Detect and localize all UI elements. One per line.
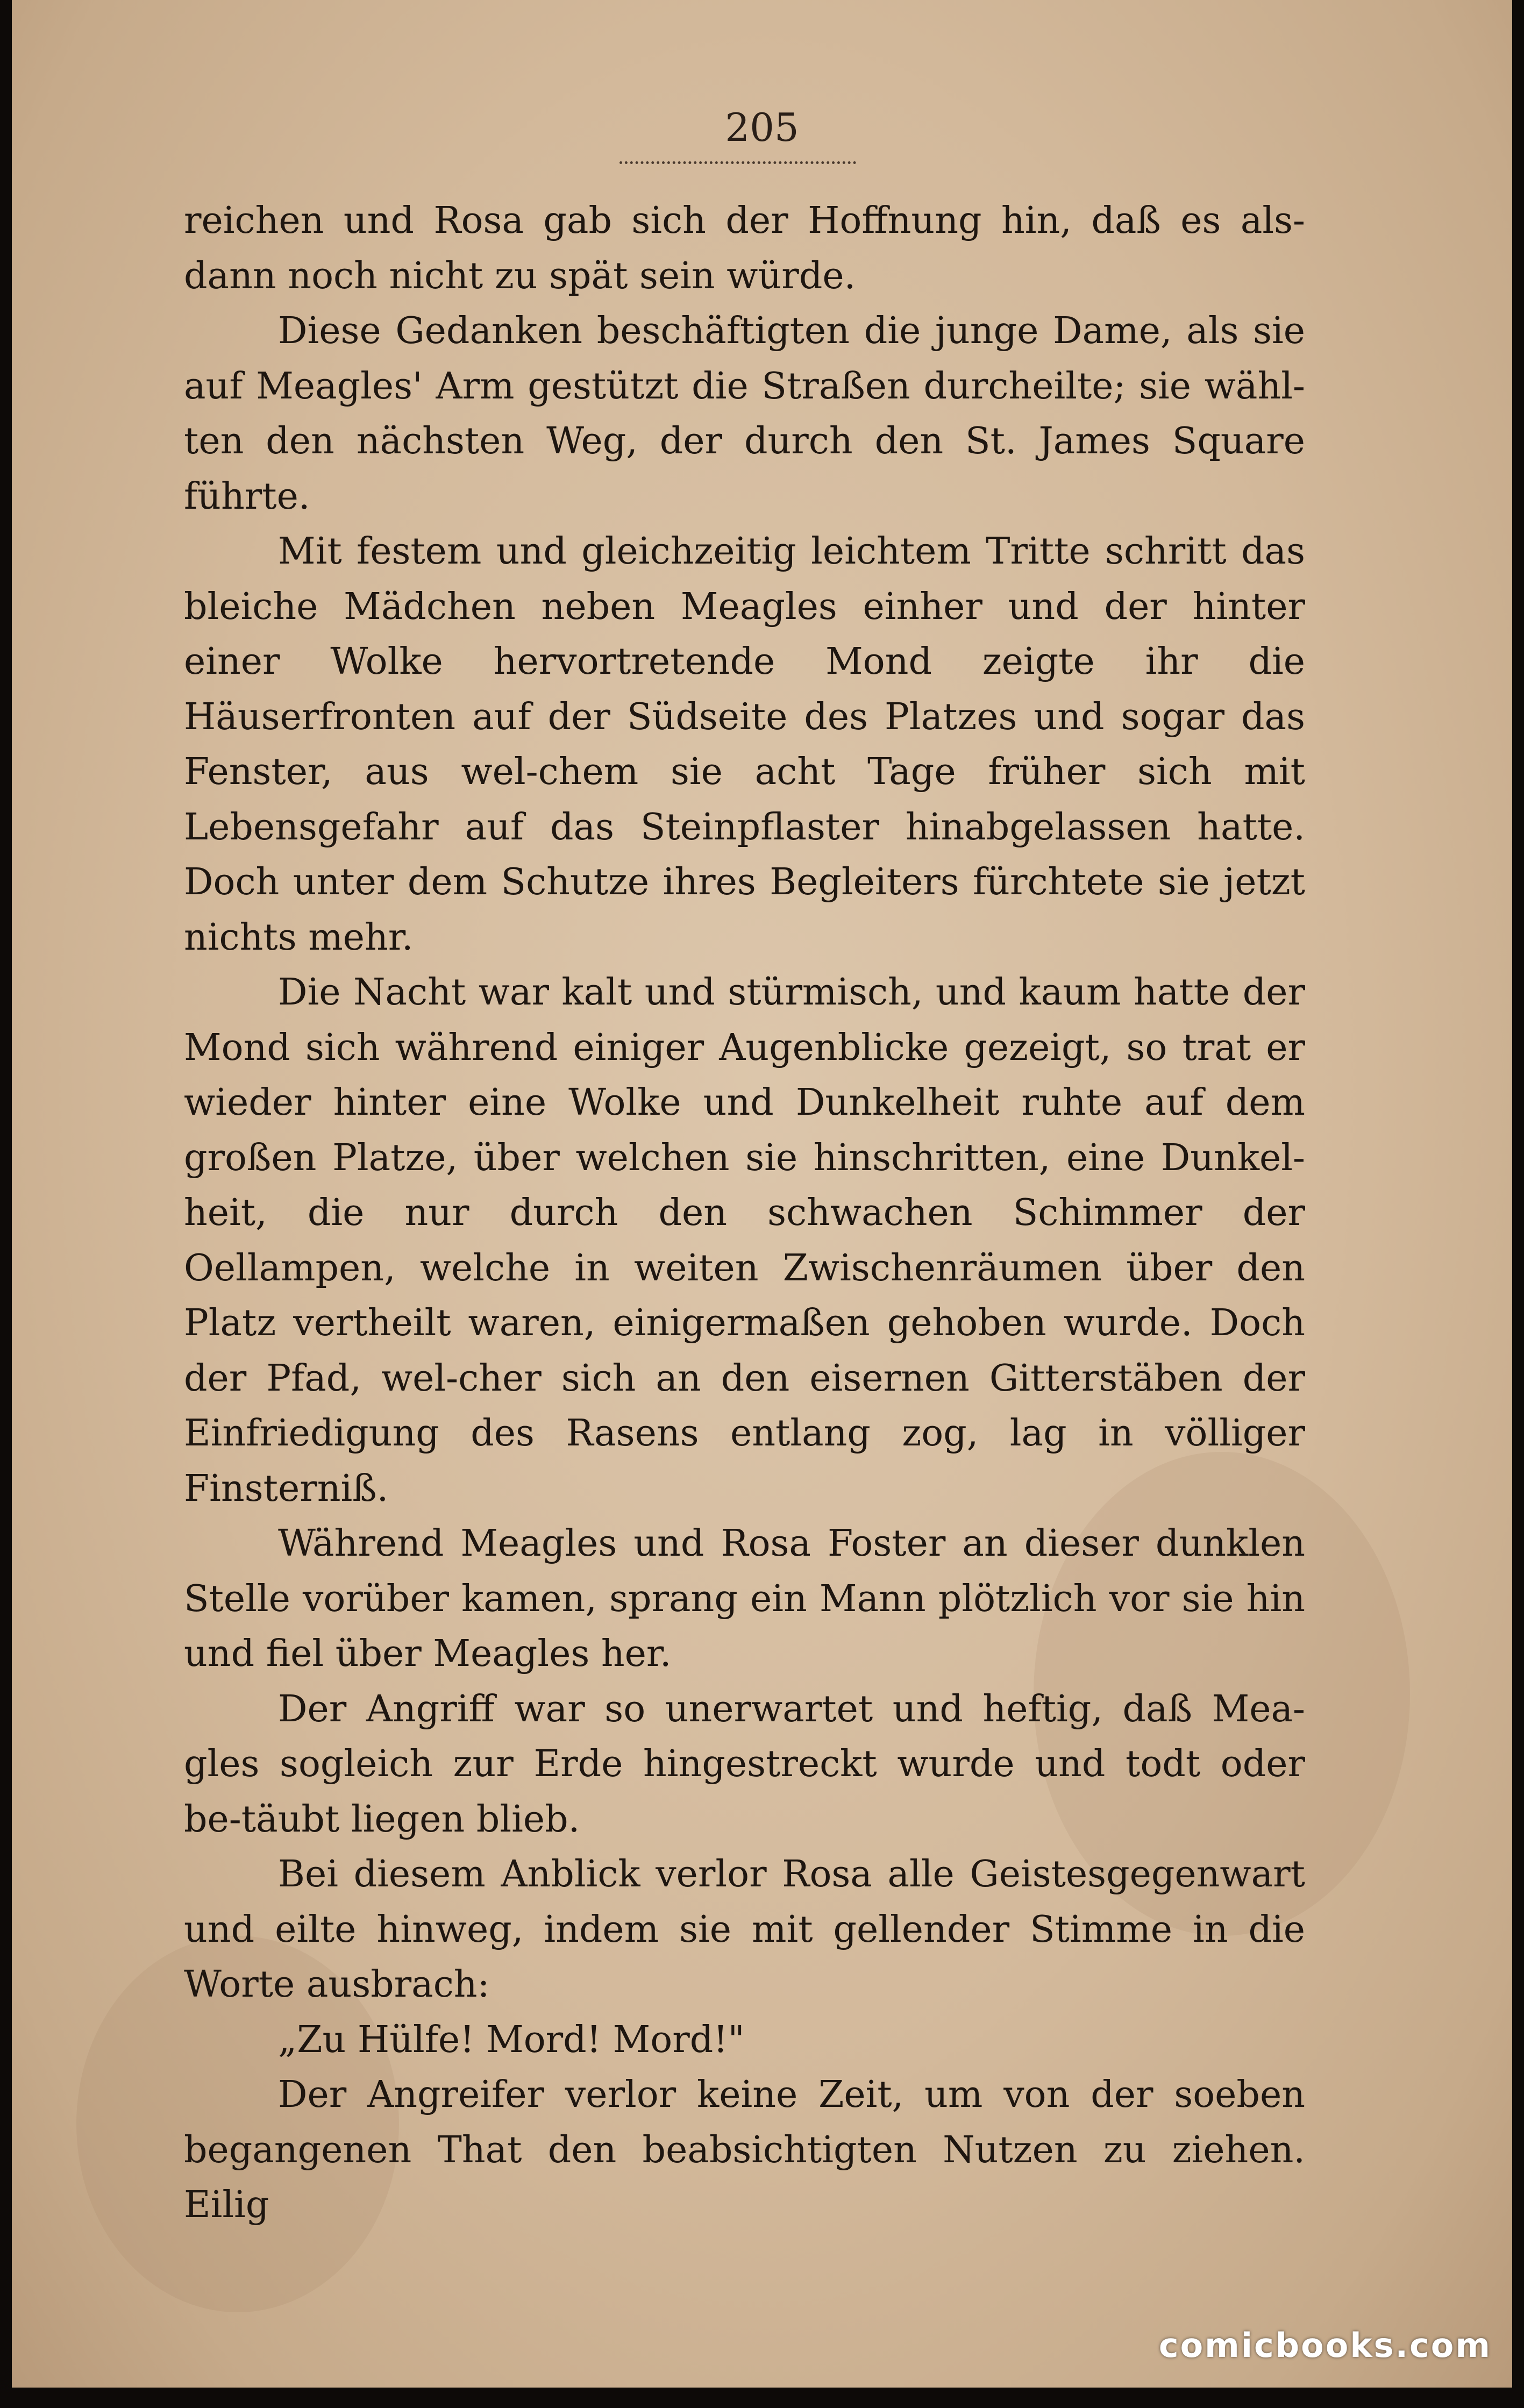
body-text <box>184 194 1305 2233</box>
paragraph: Der Angreifer verlor keine Zeit, um von der soeben begangenen That den beabsichtigten Nutzen zu ziehen. Eilig <box>184 2074 1305 2226</box>
book-page <box>12 0 1512 2388</box>
paragraph: reichen und Rosa gab sich der Hoffnung hin, daß es als-dann noch nicht zu spät sein würde. <box>184 200 1305 297</box>
page-number: 205 <box>725 105 799 150</box>
paragraph: Mit festem und gleichzeitig leichtem Tritte schritt das bleiche Mädchen neben Meagles einher und der hinter einer Wolke hervortretende Mond zeigte ihr die Häuserfronten auf der Südseite des Platzes und sogar das Fenster, aus wel-chem sie acht Tage früher sich mit Lebensgefahr auf das Steinpflaster hinabgelassen hatte. Doch unter dem Schutze ihres Begleiters fürchtete sie jetzt nichts mehr. <box>184 530 1305 959</box>
paragraph: Die Nacht war kalt und stürmisch, und kaum hatte der Mond sich während einiger Augenblicke gezeigt, so trat er wieder hinter eine Wolke und Dunkelheit ruhte auf dem großen Platze, über welchen sie hinschritten, eine Dunkel-heit, die nur durch den schwachen Schimmer der Oellampen, welche in weiten Zwischenräumen über den Platz vertheilt waren, einigermaßen gehoben wurde. Doch der Pfad, wel-cher sich an den eisernen Gitterstäben der Einfriedigung des Rasens entlang zog, lag in völliger Finsterniß. <box>184 971 1305 1510</box>
header-ornament-rule <box>619 155 856 164</box>
paragraph: „Zu Hülfe! Mord! Mord!" <box>278 2018 745 2061</box>
watermark: comicbooks.com <box>1158 2326 1492 2365</box>
paragraph: Der Angriff war so unerwartet und heftig, daß Mea-gles sogleich zur Erde hingestreckt wurde und todt oder be-täubt liegen blieb. <box>184 1687 1305 1841</box>
paragraph: Während Meagles und Rosa Foster an dieser dunklen Stelle vorüber kamen, sprang ein Mann plötzlich vor sie hin und fiel über Meagles her. <box>184 1522 1305 1675</box>
paragraph: Bei diesem Anblick verlor Rosa alle Geistesgegenwart und eilte hinweg, indem sie mit gellender Stimme in die Worte ausbrach: <box>184 1853 1305 2006</box>
paragraph: Diese Gedanken beschäftigten die junge Dame, als sie auf Meagles' Arm gestützt die Straßen durcheilte; sie wähl-ten den nächsten Weg, der durch den St. James Square führte. <box>184 310 1305 518</box>
